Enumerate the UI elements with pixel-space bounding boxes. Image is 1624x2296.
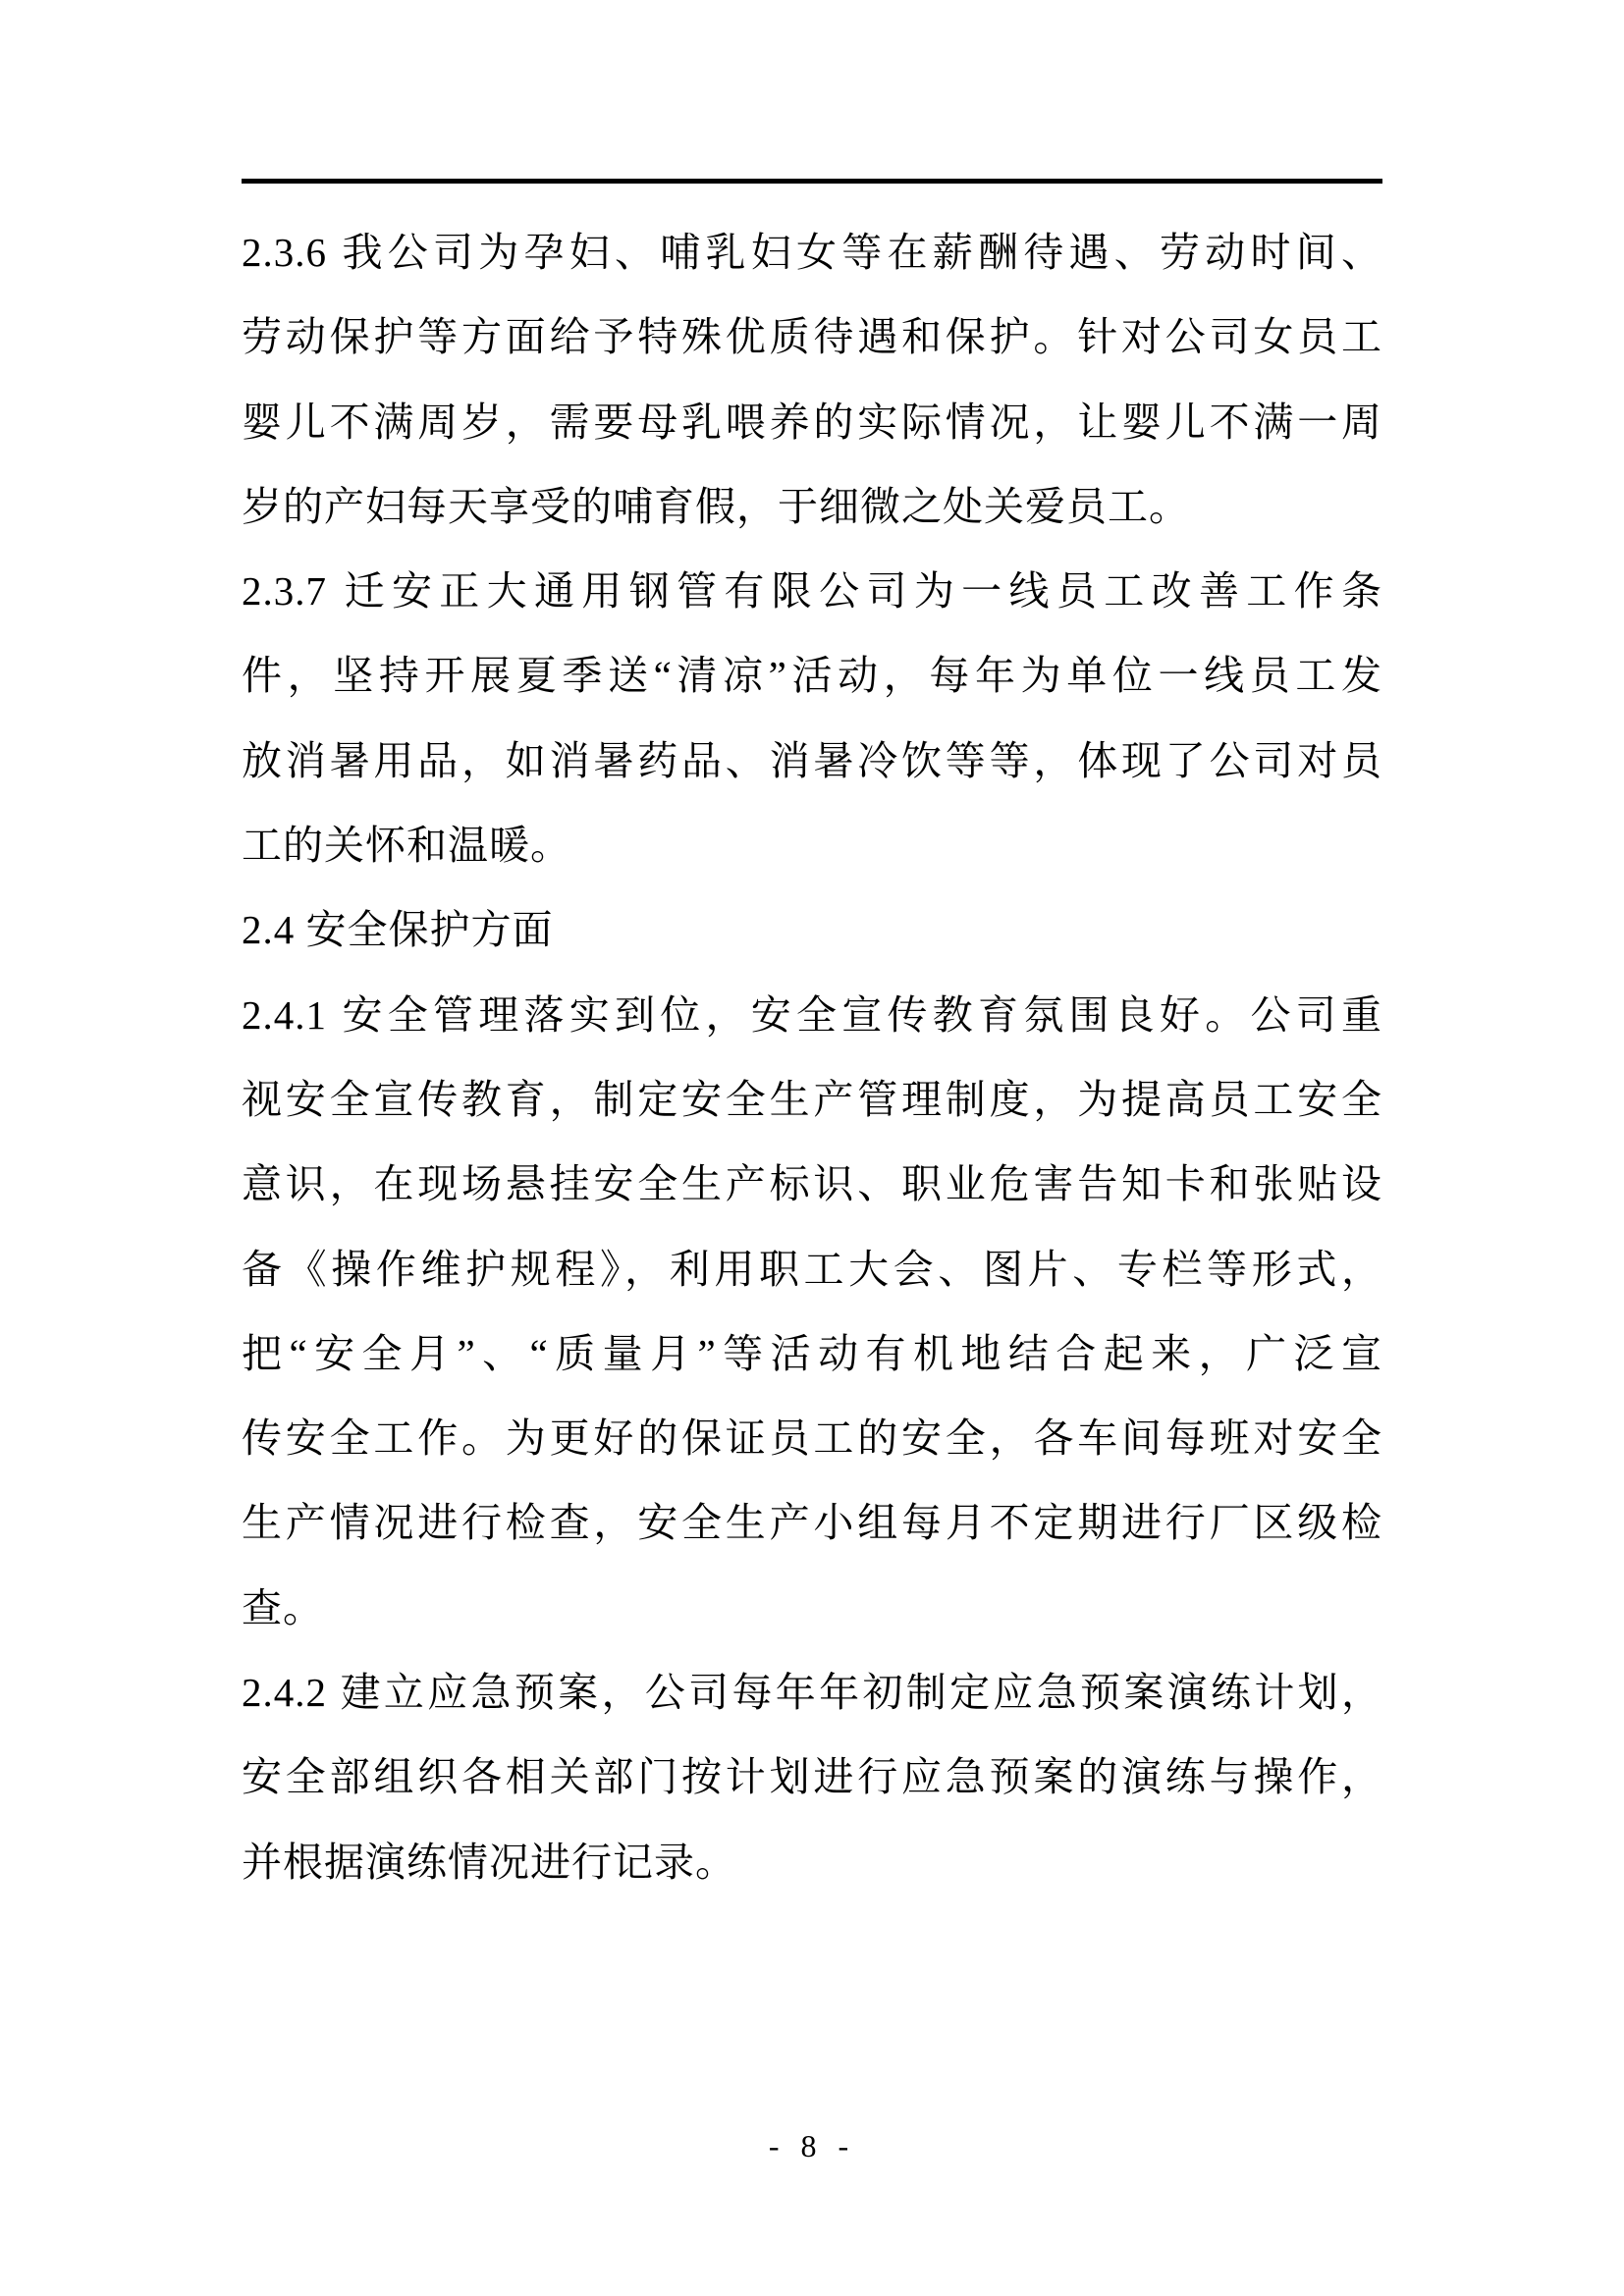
body-text-line: 2.4.2 建立应急预案，公司每年年初制定应急预案演练计划， (242, 1670, 1382, 1716)
header-rule (242, 179, 1382, 184)
page-number: - 8 - (768, 2128, 856, 2163)
body-text-line: 安全部组织各相关部门按计划进行应急预案的演练与操作， (242, 1754, 1382, 1800)
document-body (242, 210, 1382, 1904)
body-text-line: 2.3.7 迁安正大通用钢管有限公司为一线员工改善工作条 (242, 568, 1382, 614)
page-footer (0, 2128, 1624, 2164)
body-text-line: 2.3.6 我公司为孕妇、哺乳妇女等在薪酬待遇、劳动时间、 (242, 230, 1382, 275)
body-text-line: 件，坚持开展夏季送“清凉”活动，每年为单位一线员工发 (242, 653, 1382, 699)
section-heading-line: 2.4 安全保护方面 (242, 907, 554, 953)
body-text-line: 2.4.1 安全管理落实到位，安全宣传教育氛围良好。公司重 (242, 991, 1382, 1038)
body-text-line: 生产情况进行检查，安全生产小组每月不定期进行厂区级检 (242, 1500, 1382, 1546)
body-text-line: 备《操作维护规程》，利用职工大会、图片、专栏等形式， (242, 1246, 1382, 1292)
body-text-line: 工的关怀和温暖。 (242, 823, 571, 869)
body-text-line: 劳动保护等方面给予特殊优质待遇和保护。针对公司女员工 (242, 314, 1382, 360)
body-text-line: 视安全宣传教育，制定安全生产管理制度，为提高员工安全 (242, 1076, 1382, 1122)
body-text-line: 岁的产妇每天享受的哺育假，于细微之处关爱员工。 (242, 483, 1190, 529)
body-text-line: 把“安全月”、“质量月”等活动有机地结合起来，广泛宣 (242, 1330, 1382, 1376)
body-text-line: 意识，在现场悬挂安全生产标识、职业危害告知卡和张贴设 (242, 1161, 1382, 1207)
body-text-line: 婴儿不满周岁，需要母乳喂养的实际情况，让婴儿不满一周 (242, 399, 1382, 445)
body-text-line: 并根据演练情况进行记录。 (242, 1839, 736, 1885)
body-text-line: 查。 (242, 1584, 324, 1630)
body-text-line: 放消暑用品，如消暑药品、消暑冷饮等等，体现了公司对员 (242, 737, 1382, 783)
body-text-line: 传安全工作。为更好的保证员工的安全，各车间每班对安全 (242, 1415, 1382, 1462)
